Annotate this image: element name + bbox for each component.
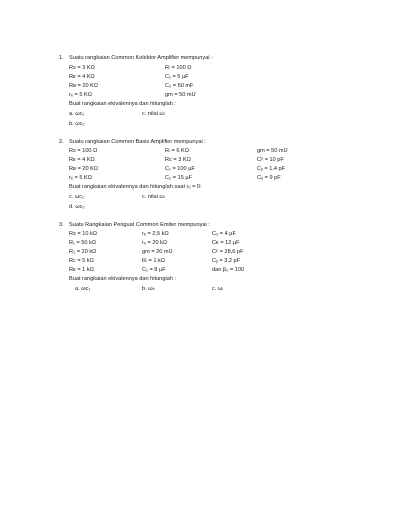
p3-param: Rₗ = 1 kΩ	[142, 258, 165, 264]
p1-param: gm = 50 mƲ	[165, 92, 196, 98]
p2-param: C₁ = 100 µF	[165, 166, 195, 172]
p1-param: Rs = 3 KΩ	[69, 65, 95, 71]
p3-answer: a. ωc₁	[75, 286, 91, 292]
problem-2-instruction: Buat rangkaian ekivalennya dan hitunglah saat rₒ = 0:	[69, 184, 202, 190]
p1-param: C₁ = 5 µF	[165, 74, 189, 80]
p3-param: Rᴄ = 5 kΩ	[69, 258, 94, 264]
p1-param: Rₗ = 100 Ω	[165, 65, 192, 71]
problem-3-instruction: Buat rangkaian ekivalennya dan hitunglah :	[69, 276, 176, 282]
p3-param: C₂ = 4 µF	[212, 231, 236, 237]
problem-2-title: Suatu rangkaian Common Basis Amplifier mempunyai :	[69, 139, 206, 145]
p3-param: R₂ = 20 kΩ	[69, 249, 97, 255]
p2-answer: c. ωc₁	[69, 194, 84, 200]
p2-param: Rᴄ = 3 KΩ	[165, 157, 191, 163]
problem-3-title: Suatu Rangkaian Penguat Common Emiter mempunyai :	[69, 222, 210, 228]
p2-param: Cᵧ = 1,4 pF	[257, 166, 286, 172]
p2-param: Rᴇ = 4 KΩ	[69, 157, 95, 163]
p2-param: rₑ = 5 KΩ	[69, 175, 92, 181]
p3-param: rₑ = 2,5 kΩ	[142, 231, 169, 237]
p3-answer: b. ωₕ	[142, 286, 155, 292]
p2-param: C₂ = 15 µF	[165, 175, 193, 181]
p1-param: Rᴇ = 4 KΩ	[69, 74, 95, 80]
problem-3-number: 3.	[59, 222, 64, 228]
p1-param: rₑ = 5 KΩ	[69, 92, 92, 98]
problem-1-instruction: Buat rangkaian ekivalennya dan hitunglah :	[69, 101, 176, 107]
p3-param: Cᵧ = 3,2 pF	[212, 258, 241, 264]
p2-param: gm = 50 mƲ	[257, 148, 288, 154]
p2-param: Cᵖ = 10 pF	[257, 157, 284, 163]
p1-answer: c. nilai ωₗ	[142, 111, 165, 117]
p3-param: Cᴇ = 12 µF	[212, 240, 240, 246]
problem-1-title: Suatu rangkaian Common Kolektor Amplifier mempunyai :	[69, 55, 213, 61]
p3-answer: c. ωₗ	[212, 286, 224, 292]
p3-param: Cᵖ = 28,6 pF	[212, 249, 244, 255]
p2-param: Rs = 100 Ω	[69, 148, 98, 154]
problem-1-number: 1.	[59, 55, 64, 61]
problem-2-number: 2.	[59, 139, 64, 145]
p3-param: C₁ = 8 µF	[142, 267, 166, 273]
p2-answer: c. nilai ωₗ	[142, 194, 165, 200]
p3-param: dan β₀ = 100	[212, 267, 245, 273]
p3-param: Rs = 10 kΩ	[69, 231, 97, 237]
p1-answer: b. ωc₂	[69, 121, 85, 127]
p2-param: Rₗ = 6 KΩ	[165, 148, 189, 154]
p3-param: R₁ = 50 kΩ	[69, 240, 97, 246]
p2-param: Cₑ = 9 pF	[257, 175, 281, 181]
p2-param: Rʙ = 20 KΩ	[69, 166, 99, 172]
p3-param: Rᴇ = 1 kΩ	[69, 267, 94, 273]
p1-param: Rʙ = 20 KΩ	[69, 83, 99, 89]
p1-param: C₂ = 50 mF	[165, 83, 194, 89]
p3-param: gm = 20 mƲ	[142, 249, 173, 255]
p2-answer: d. ωc₂	[69, 204, 85, 210]
p3-param: rₒ = 20 kΩ	[142, 240, 168, 246]
p1-answer: a. ωc₁	[69, 111, 85, 117]
